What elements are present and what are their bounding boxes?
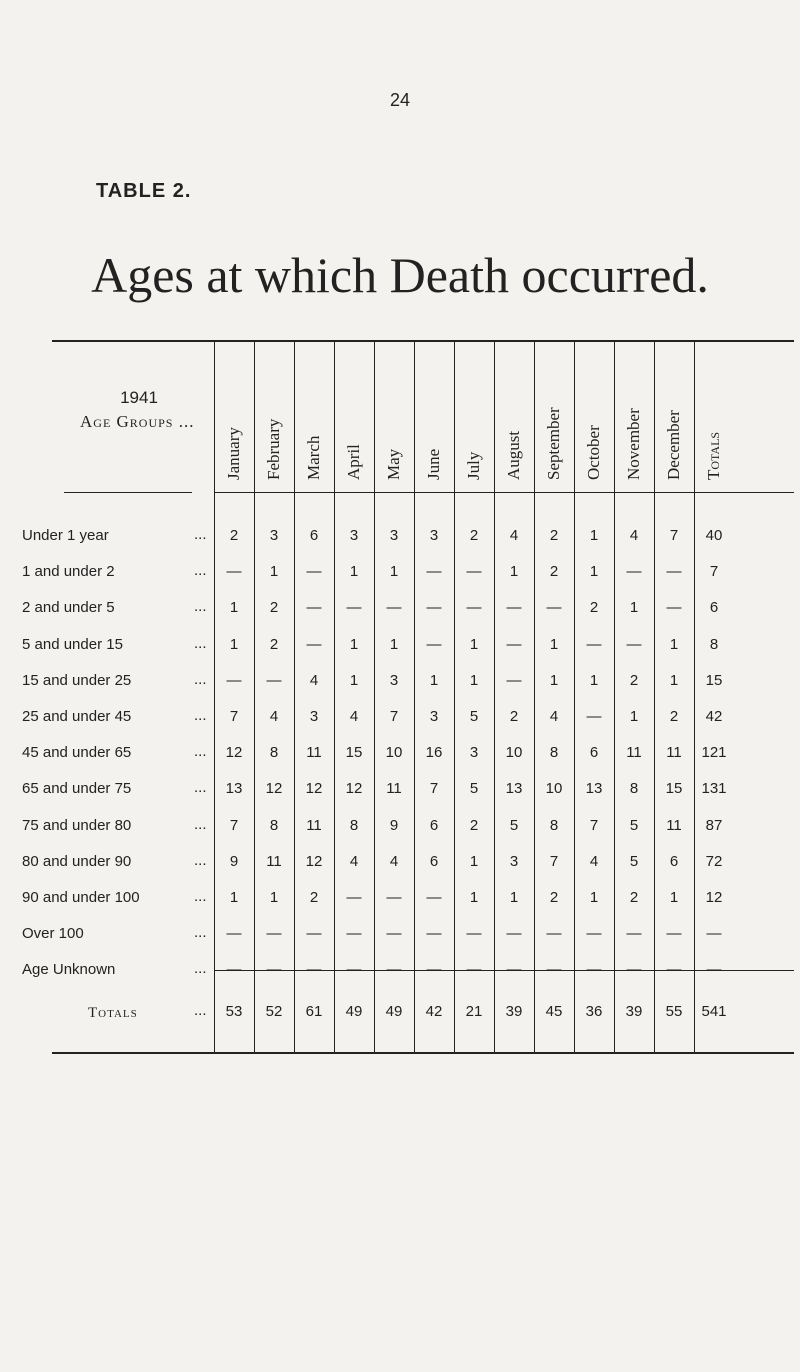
table-cell: 131	[701, 780, 727, 798]
table-cell: 4	[389, 852, 399, 870]
table-cell: 1	[549, 635, 559, 653]
table-cell: 1	[589, 671, 599, 689]
table-cell: 8	[549, 744, 559, 762]
table-cell: 1	[269, 889, 279, 906]
row-dots: ...	[194, 707, 207, 724]
table-cell: —	[586, 925, 602, 943]
table-cell: 2	[589, 599, 599, 617]
table-cell: 8	[269, 744, 279, 762]
table-cell: 10	[545, 780, 563, 798]
totals-cell: 45	[545, 1003, 563, 1020]
table-cell: —	[666, 925, 682, 943]
table-cell: 1	[669, 889, 679, 906]
row-dots: ...	[194, 779, 207, 797]
table-cell: 8	[269, 816, 279, 834]
table-cell: 4	[549, 708, 559, 725]
table-cell: 3	[349, 527, 359, 544]
column-divider	[374, 340, 375, 1052]
table-cell: 4	[269, 708, 279, 725]
table-cell: 2	[469, 527, 479, 544]
table-cell: —	[346, 889, 362, 906]
table-cell: 1	[589, 889, 599, 906]
table-top-rule	[52, 340, 794, 342]
table-cell: —	[266, 961, 282, 979]
table-cell: 13	[225, 780, 243, 798]
table-cell: 1	[349, 563, 359, 581]
totals-cell: 42	[425, 1003, 443, 1020]
column-divider	[614, 340, 615, 1052]
table-cell: 8	[629, 780, 639, 798]
table-cell: 2	[549, 527, 559, 544]
table-cell: —	[306, 635, 322, 653]
table-cell: 3	[269, 527, 279, 544]
table-cell: 12	[265, 780, 283, 798]
month-header: March	[304, 435, 323, 480]
table-cell: —	[506, 961, 522, 979]
table-cell: 3	[389, 671, 399, 689]
table-cell: 6	[309, 527, 319, 544]
column-divider	[654, 340, 655, 1052]
column-divider	[454, 340, 455, 1052]
table-cell: 1	[509, 563, 519, 581]
table-cell: 8	[349, 816, 359, 834]
table-cell: 1	[549, 671, 559, 689]
table-cell: —	[626, 925, 642, 943]
row-dots: ...	[194, 851, 207, 869]
month-header: July	[464, 451, 483, 480]
table-cell: —	[506, 671, 522, 689]
table-cell: 2	[269, 635, 279, 653]
table-cell: 1	[469, 889, 479, 906]
month-header: January	[224, 427, 243, 480]
table-cell: 6	[669, 852, 679, 870]
table-cell: 2	[229, 527, 239, 544]
table-cell: —	[386, 961, 402, 979]
table-cell: 11	[266, 852, 282, 870]
table-cell: 7	[229, 816, 239, 834]
month-header: September	[544, 407, 563, 480]
table-cell: 121	[701, 744, 727, 762]
month-header: February	[264, 418, 283, 480]
table-cell: 11	[306, 744, 322, 762]
table-bottom-rule	[52, 1052, 794, 1054]
totals-cell: 36	[585, 1003, 603, 1020]
table-cell: 1	[229, 889, 239, 906]
table-cell: 1	[229, 635, 239, 653]
table-cell: —	[586, 708, 602, 725]
row-label: Over 100	[22, 925, 84, 943]
row-dots: ...	[194, 562, 207, 580]
year-label: 1941	[120, 388, 158, 407]
table-cell: 1	[669, 671, 679, 689]
row-label: 75 and under 80	[22, 816, 132, 834]
row-dots: ...	[194, 815, 207, 833]
table-cell: 4	[349, 852, 359, 870]
table-cell: 13	[585, 780, 603, 798]
column-divider	[414, 340, 415, 1052]
table-cell: —	[546, 599, 562, 617]
table-cell: —	[586, 635, 602, 653]
table-cell: 11	[626, 744, 642, 762]
table-cell: —	[626, 563, 642, 581]
table-cell: 1	[269, 563, 279, 581]
totals-dots: ...	[194, 1002, 207, 1019]
table-cell: 7	[669, 527, 679, 544]
table-cell: 6	[709, 599, 719, 617]
table-cell: —	[426, 563, 442, 581]
table-cell: 11	[306, 816, 322, 834]
table-cell: 9	[389, 816, 399, 834]
totals-cell: 541	[701, 1003, 727, 1020]
table-cell: —	[346, 925, 362, 943]
table-cell: 2	[509, 708, 519, 725]
table-cell: 2	[549, 563, 559, 581]
table-cell: 40	[705, 527, 723, 544]
table-cell: 2	[629, 889, 639, 906]
table-cell: 12	[705, 889, 723, 906]
totals-cell: 49	[385, 1003, 403, 1020]
table-cell: 8	[709, 635, 719, 653]
table-cell: 9	[229, 852, 239, 870]
table-cell: 2	[629, 671, 639, 689]
table-cell: —	[666, 961, 682, 979]
table-cell: 2	[309, 889, 319, 906]
column-divider	[694, 340, 695, 1052]
row-dots: ...	[194, 960, 207, 978]
table-cell: —	[306, 563, 322, 581]
page-number: 24	[389, 90, 411, 110]
row-dots: ...	[194, 888, 207, 905]
table-cell: —	[386, 889, 402, 906]
table-cell: 15	[705, 671, 723, 689]
table-cell: —	[226, 961, 242, 979]
table-cell: 1	[469, 852, 479, 870]
table-cell: —	[426, 635, 442, 653]
table-cell: 6	[429, 852, 439, 870]
row-dots: ...	[194, 634, 207, 652]
table-cell: —	[466, 563, 482, 581]
row-dots: ...	[194, 924, 207, 942]
table-cell: 1	[589, 563, 599, 581]
table-cell: —	[306, 925, 322, 943]
table-cell: —	[586, 961, 602, 979]
table-cell: 15	[665, 780, 683, 798]
row-label: Under 1 year	[22, 527, 109, 544]
row-label: 80 and under 90	[22, 852, 132, 870]
month-header: June	[424, 448, 443, 480]
table-cell: 1	[629, 708, 639, 725]
table-cell: 16	[425, 744, 443, 762]
table-cell: 3	[429, 708, 439, 725]
table-cell: 10	[505, 744, 523, 762]
table-cell: 12	[305, 780, 323, 798]
table-cell: 2	[469, 816, 479, 834]
table-cell: 4	[629, 527, 639, 544]
table-cell: 4	[349, 708, 359, 725]
table-cell: —	[346, 961, 362, 979]
table-cell: —	[546, 961, 562, 979]
table-cell: 1	[589, 527, 599, 544]
table-cell: 7	[709, 563, 719, 581]
table-cell: 2	[269, 599, 279, 617]
column-divider	[294, 340, 295, 1052]
table-cell: 5	[469, 780, 479, 798]
row-label: 1 and under 2	[22, 563, 115, 581]
table-cell: —	[266, 671, 282, 689]
row-label: 45 and under 65	[22, 744, 132, 762]
table-cell: 11	[666, 744, 682, 762]
totals-cell: 52	[265, 1003, 283, 1020]
table-cell: —	[426, 925, 442, 943]
table-cell: 12	[225, 744, 243, 762]
table-cell: —	[626, 961, 642, 979]
table-cell: 4	[509, 527, 519, 544]
table-cell: 1	[349, 671, 359, 689]
table-cell: 2	[549, 889, 559, 906]
table-cell: 1	[669, 635, 679, 653]
table-cell: —	[706, 925, 722, 943]
table-cell: 3	[429, 527, 439, 544]
table-cell: 2	[669, 708, 679, 725]
month-header: October	[584, 425, 603, 480]
month-header: December	[664, 410, 683, 480]
table-cell: —	[426, 961, 442, 979]
row-label: 15 and under 25	[22, 671, 132, 689]
table-cell: 11	[666, 816, 682, 834]
page-title: Ages at which Death occurred.	[91, 247, 709, 303]
table-cell: 1	[389, 635, 399, 653]
row-label: 2 and under 5	[22, 599, 115, 617]
table-cell: —	[466, 925, 482, 943]
column-divider	[334, 340, 335, 1052]
table-cell: 4	[589, 852, 599, 870]
table-cell: —	[306, 961, 322, 979]
totals-cell: 61	[305, 1003, 323, 1020]
table-cell: 1	[389, 563, 399, 581]
table-cell: —	[266, 925, 282, 943]
row-dots: ...	[194, 670, 207, 688]
column-divider	[494, 340, 495, 1052]
month-header: Totals	[704, 431, 723, 480]
column-divider	[574, 340, 575, 1052]
table-cell: 72	[705, 852, 723, 870]
table-cell: 7	[429, 780, 439, 798]
table-cell: —	[386, 599, 402, 617]
table-cell: 5	[629, 852, 639, 870]
table-cell: 12	[345, 780, 363, 798]
table-cell: 7	[589, 816, 599, 834]
row-label: 5 and under 15	[22, 635, 123, 653]
table-cell: 13	[505, 780, 523, 798]
table-cell: 1	[469, 671, 479, 689]
table-label: TABLE 2.	[96, 180, 192, 202]
table-cell: 1	[509, 889, 519, 906]
row-label: 65 and under 75	[22, 780, 132, 798]
table-cell: 1	[629, 599, 639, 617]
table-cell: 3	[469, 744, 479, 762]
totals-cell: 21	[465, 1003, 483, 1020]
table-cell: 1	[229, 599, 239, 617]
month-header: November	[624, 408, 643, 480]
totals-cell: 39	[625, 1003, 643, 1020]
table-cell: —	[626, 635, 642, 653]
table-cell: —	[226, 563, 242, 581]
totals-cell: 49	[345, 1003, 363, 1020]
column-divider	[254, 340, 255, 1052]
table-cell: —	[426, 889, 442, 906]
table-cell: 5	[509, 816, 519, 834]
table-cell: 1	[469, 635, 479, 653]
table-cell: 87	[705, 816, 723, 834]
row-dots: ...	[194, 743, 207, 761]
table-cell: 5	[629, 816, 639, 834]
table-cell: 4	[309, 671, 319, 689]
column-divider	[534, 340, 535, 1052]
table-cell: —	[346, 599, 362, 617]
table-cell: 11	[386, 780, 402, 798]
table-cell: —	[466, 599, 482, 617]
table-cell: 7	[549, 852, 559, 870]
table-cell: 8	[549, 816, 559, 834]
month-header: May	[384, 448, 403, 480]
table-cell: —	[666, 599, 682, 617]
totals-cell: 39	[505, 1003, 523, 1020]
age-groups-header: Age Groups ...	[80, 412, 195, 431]
table-cell: —	[546, 925, 562, 943]
table-cell: 1	[349, 635, 359, 653]
table-cell: —	[666, 563, 682, 581]
totals-cell: 53	[225, 1003, 243, 1020]
table-cell: —	[426, 599, 442, 617]
row-dots: ...	[194, 526, 207, 543]
table-cell: 1	[429, 671, 439, 689]
table-cell: —	[306, 599, 322, 617]
table-cell: 6	[589, 744, 599, 762]
table-cell: 3	[309, 708, 319, 725]
totals-cell: 55	[665, 1003, 683, 1020]
table-cell: 42	[705, 708, 723, 725]
header-underline	[64, 492, 192, 493]
table-cell: 15	[345, 744, 363, 762]
table-cell: —	[706, 961, 722, 979]
column-divider	[214, 340, 215, 1052]
row-label: Age Unknown	[22, 961, 116, 979]
row-label: 90 and under 100	[22, 889, 140, 906]
table-cell: —	[506, 635, 522, 653]
table-cell: 7	[389, 708, 399, 725]
table-cell: 3	[389, 527, 399, 544]
table-cell: —	[506, 925, 522, 943]
table-cell: —	[386, 925, 402, 943]
month-header: August	[504, 430, 523, 480]
header-underline-right	[214, 492, 794, 493]
deaths-by-age-table	[22, 340, 794, 1052]
table-cell: —	[226, 671, 242, 689]
table-cell: —	[226, 925, 242, 943]
table-cell: 5	[469, 708, 479, 725]
table-cell: 6	[429, 816, 439, 834]
month-header: April	[344, 444, 363, 480]
table-cell: 7	[229, 708, 239, 725]
totals-label: Totals	[88, 1005, 138, 1021]
row-label: 25 and under 45	[22, 708, 132, 725]
row-dots: ...	[194, 598, 207, 616]
table-cell: —	[466, 961, 482, 979]
table-cell: —	[506, 599, 522, 617]
table-cell: 10	[385, 744, 403, 762]
table-cell: 12	[305, 852, 323, 870]
table-cell: 3	[509, 852, 519, 870]
